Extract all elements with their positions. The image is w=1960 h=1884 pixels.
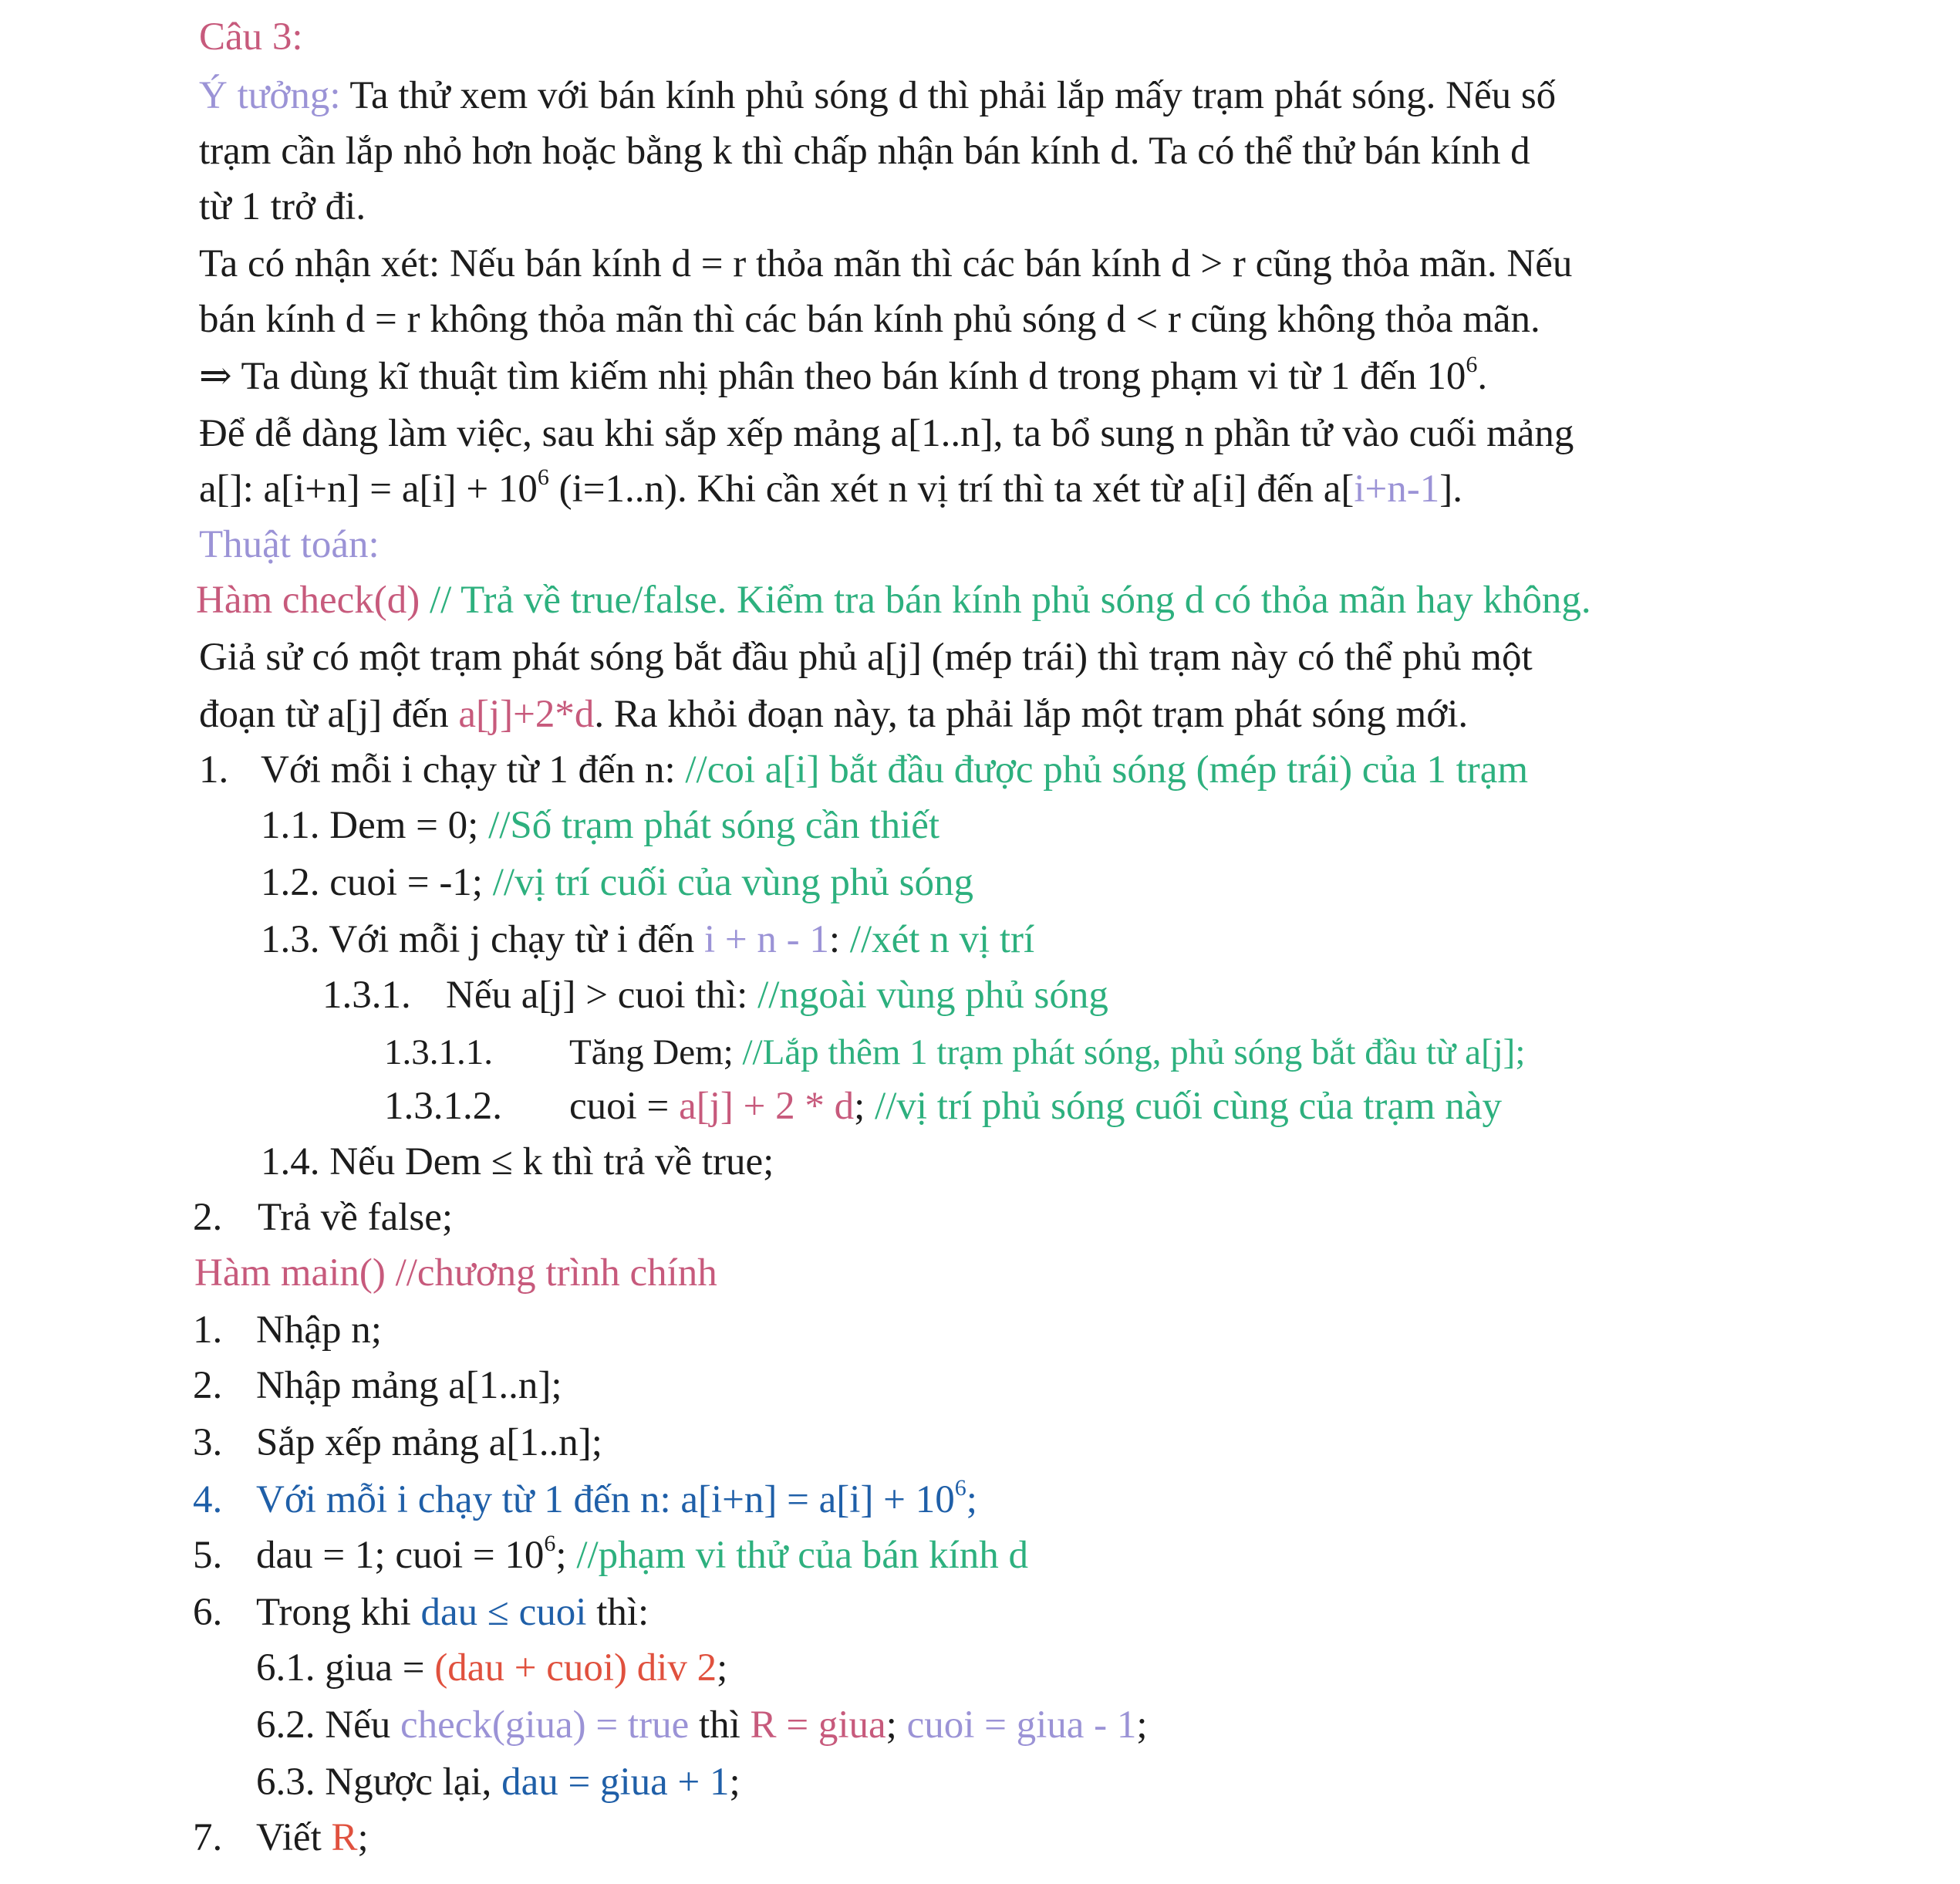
check-step-1-3-1-num: 1.3.1. [322,974,411,1017]
main-step-6 [193,1589,649,1636]
main-step-5 [193,1532,1028,1578]
check-step-1-4: 1.4. Nếu Dem ≤ k thì trả về true; [261,1140,774,1183]
main-step-7 [193,1815,369,1861]
check-step-1-3-1 [322,972,1108,1018]
ease-line-2-colored: i+n-1 [1354,468,1440,511]
remark-line-2: bán kính d = r không thỏa mãn thì các bán kính phủ sóng d < r cũng không thỏa mãn. [199,298,1540,341]
check-step-1-3-1-1-text: Tăng Dem; [569,1032,743,1072]
main-step-5-a: dau = 1; cuoi = 10 [256,1534,545,1577]
main-step-3-text: Sắp xếp mảng a[1..n]; [256,1421,602,1464]
check-step-1-1-comment: //Số trạm phát sóng cần thiết [488,804,940,847]
idea-line-2: trạm cần lắp nhỏ hơn hoặc bằng k thì chấp nhận bán kính d. Ta có thể thử bán kính d [199,130,1530,173]
remark-line-3 [199,353,1487,400]
main-step-7-r: R [331,1816,358,1859]
check-step-1-3-colored: i + n - 1 [703,918,829,961]
check-step-1-3-1-1-comment: //Lắp thêm 1 trạm phát sóng, phủ sóng bắt đầu từ a[j]; [742,1032,1526,1072]
main-step-5-b: ; [555,1534,577,1577]
check-step-1-2 [261,859,973,906]
main-step-6-1-b: ; [717,1646,728,1690]
main-step-4 [193,1477,977,1523]
main-step-4-sup: 6 [954,1475,967,1501]
check-desc-2-colored: a[j]+2*d [458,693,595,736]
main-step-4-end: ; [966,1478,977,1521]
check-step-2-text: Trả về false; [258,1196,454,1239]
check-step-1-1 [261,802,940,849]
check-step-1-3-1-2 [384,1083,1502,1129]
check-title-line [196,577,1591,623]
check-step-1 [199,747,1528,793]
main-step-6-1 [256,1645,727,1691]
main-step-6-1-a: 6.1. giua = [256,1646,435,1690]
main-step-6-2-check: check(giua) = true [400,1703,690,1747]
check-step-1-3-1-comment: //ngoài vùng phủ sóng [757,974,1108,1017]
check-step-1-3-1-2-b: ; [854,1085,875,1128]
check-step-1-3-1-2-comment: //vị trí phủ sóng cuối cùng của trạm này [875,1085,1503,1128]
algorithm-label: Thuật toán: [199,523,380,566]
main-step-6-a: Trong khi [256,1591,421,1634]
main-step-5-comment: //phạm vi thử của bán kính d [576,1534,1029,1577]
check-step-1-3-1-text: Nếu a[j] > cuoi thì: [446,974,758,1017]
main-step-6-3-colored: dau = giua + 1 [501,1761,730,1804]
main-step-1 [193,1307,382,1353]
check-step-1-1-text: 1.1. Dem = 0; [261,804,489,847]
remark-line-1: Ta có nhận xét: Nếu bán kính d = r thỏa mãn thì các bán kính d > r cũng thỏa mãn. Nếu [199,242,1573,285]
main-step-4-text: Với mỗi i chạy từ 1 đến n: a[i+n] = a[i] + 10 [256,1478,955,1521]
check-step-1-2-text: 1.2. cuoi = -1; [261,861,493,904]
check-step-1-3 [261,917,1034,963]
ease-line-2-sup: 6 [537,464,549,490]
check-step-1-text: Với mỗi i chạy từ 1 đến n: [261,748,686,792]
idea-line-1 [199,73,1556,119]
main-step-6-2-cuoi: cuoi = giua - 1 [906,1703,1137,1747]
main-step-7-a: Viết [256,1816,332,1859]
idea-line-3: từ 1 trở đi. [199,185,366,228]
main-step-7-b: ; [357,1816,369,1859]
idea-text-1: Ta thử xem với bán kính phủ sóng d thì phải lắp mấy trạm phát sóng. Nếu số [340,74,1557,117]
ease-line-2-b: (i=1..n). Khi cần xét n vị trí thì ta xét từ a[i] đến a[ [548,468,1354,511]
check-title: Hàm check(d) [196,579,430,622]
main-step-3 [193,1420,602,1466]
check-step-2-num: 2. [193,1196,223,1239]
main-step-7-num: 7. [193,1816,223,1859]
main-step-6-2-a: 6.2. Nếu [256,1703,400,1747]
check-desc-2-a: đoạn từ a[j] đến [199,693,459,736]
main-step-6-3-a: 6.3. Ngược lại, [256,1761,502,1804]
check-step-1-comment: //coi a[i] bắt đầu được phủ sóng (mép trái) của 1 trạm [685,748,1529,792]
check-step-1-3-comment: //xét n vị trí [849,918,1035,961]
check-step-1-2-comment: //vị trí cuối của vùng phủ sóng [492,861,973,904]
main-step-2-text: Nhập mảng a[1..n]; [256,1364,562,1407]
main-title: Hàm main() //chương trình chính [194,1251,717,1295]
check-desc-2 [199,691,1468,738]
main-step-6-1-colored: (dau + cuoi) div 2 [434,1646,717,1690]
main-step-5-num: 5. [193,1534,223,1577]
main-step-6-2-r: R = giua [750,1703,886,1747]
idea-label: Ý tưởng: [199,74,341,117]
main-step-3-num: 3. [193,1421,223,1464]
main-step-5-sup: 6 [544,1531,556,1556]
check-step-1-3-1-1-num: 1.3.1.1. [384,1032,493,1072]
main-step-6-2-c: ; [886,1703,907,1747]
ease-line-1: Để dễ dàng làm việc, sau khi sắp xếp mảng a[1..n], ta bổ sung n phần tử vào cuối mảng [199,412,1574,455]
check-step-1-3-1-2-text: cuoi = [569,1085,680,1128]
main-step-2-num: 2. [193,1364,223,1407]
check-step-2 [193,1194,453,1241]
main-step-2 [193,1362,562,1409]
check-step-1-3-1-2-num: 1.3.1.2. [384,1085,502,1128]
main-step-1-num: 1. [193,1308,223,1352]
check-step-1-3-b: : [828,918,850,961]
ease-line-2 [199,466,1462,512]
check-step-1-3-text: 1.3. Với mỗi j chạy từ i đến [261,918,704,961]
heading: Câu 3: [199,15,303,59]
check-title-comment: // Trả về true/false. Kiểm tra bán kính phủ sóng d có thỏa mãn hay không. [430,579,1591,622]
remark-line-3-sup: 6 [1466,352,1478,377]
main-step-6-2-b: thì [689,1703,751,1747]
remark-line-3-text: ⇒ Ta dùng kĩ thuật tìm kiếm nhị phân theo bán kính d trong phạm vi từ 1 đến 10 [199,355,1466,398]
check-desc-2-b: . Ra khỏi đoạn này, ta phải lắp một trạm phát sóng mới. [594,693,1469,736]
main-step-6-3 [256,1759,740,1805]
check-step-1-3-1-1 [384,1029,1525,1075]
ease-line-2-end: ]. [1439,468,1463,511]
remark-line-3-end: . [1477,355,1488,398]
check-step-1-num: 1. [199,748,229,792]
check-step-1-3-1-2-colored: a[j] + 2 * d [679,1085,855,1128]
main-step-6-num: 6. [193,1591,223,1634]
main-step-4-num: 4. [193,1478,223,1521]
main-step-1-text: Nhập n; [256,1308,382,1352]
main-step-6-3-b: ; [729,1761,740,1804]
main-step-6-2 [256,1702,1148,1748]
main-step-6-b: thì: [586,1591,649,1634]
check-desc-1: Giả sử có một trạm phát sóng bắt đầu phủ a[j] (mép trái) thì trạm này có thể phủ một [199,636,1533,679]
main-step-6-2-d: ; [1136,1703,1148,1747]
main-step-6-colored: dau ≤ cuoi [420,1591,587,1634]
ease-line-2-a: a[]: a[i+n] = a[i] + 10 [199,468,538,511]
